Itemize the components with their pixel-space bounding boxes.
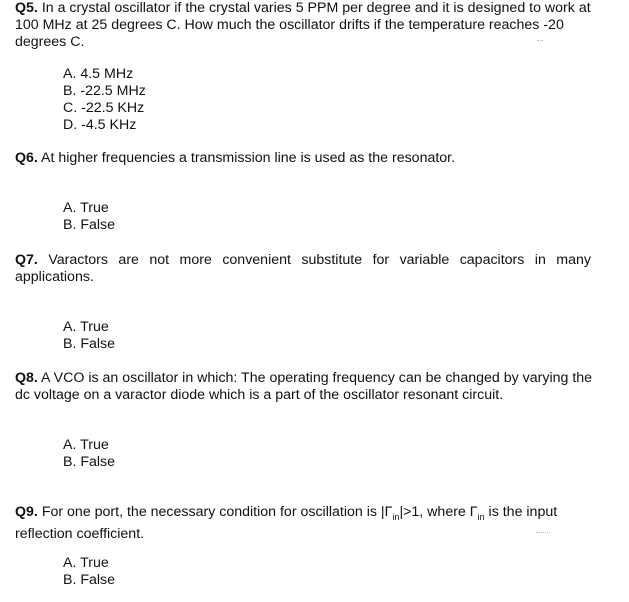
question-5-options — [63, 66, 146, 134]
option-a[interactable]: A. 4.5 MHz — [63, 66, 134, 82]
question-8-options — [63, 437, 115, 471]
question-7 — [15, 252, 591, 286]
option-a[interactable]: A. True — [63, 555, 109, 571]
scan-artifact — [536, 532, 550, 534]
question-text: A VCO is an oscillator in which: The operating frequency can be changed by varying the dc voltage on a varactor diode which is a part of the oscillator resonant circuit. — [15, 370, 593, 403]
subscript-in: in — [477, 511, 485, 522]
question-8 — [15, 370, 597, 404]
scan-artifact — [537, 40, 543, 42]
question-9-options — [63, 555, 115, 589]
question-6 — [15, 150, 600, 167]
question-number: Q9. — [15, 504, 38, 520]
option-a[interactable]: A. True — [63, 200, 109, 216]
question-text: At higher frequencies a transmission line is used as the resonator. — [37, 150, 456, 166]
question-number: Q5. — [15, 0, 38, 16]
question-text: In a crystal oscillator if the crystal varies 5 PPM per degree and it is designed to work at 100 MHz at 25 degrees C. How much the oscillator drifts if the temperature reaches -20 degrees C. — [15, 0, 591, 50]
question-text-part-3: is the input reflection coefficient. — [15, 504, 558, 542]
question-number: Q7. — [15, 252, 38, 268]
option-b[interactable]: B. False — [63, 454, 116, 470]
question-9 — [15, 504, 585, 543]
question-number: Q6. — [15, 150, 38, 166]
option-b[interactable]: B. False — [63, 217, 116, 233]
option-d[interactable]: D. -4.5 KHz — [63, 117, 137, 133]
question-7-options — [63, 319, 115, 353]
option-a[interactable]: A. True — [63, 437, 109, 453]
question-text-part-2: |>1, where Γ — [399, 504, 478, 520]
option-c[interactable]: C. -22.5 KHz — [63, 100, 145, 116]
question-5 — [15, 0, 600, 51]
question-6-options — [63, 200, 115, 234]
question-text-part-1: For one port, the necessary condition for oscillation is |Γ — [37, 504, 393, 520]
question-text: Varactors are not more convenient substitute for variable capacitors in many applications. — [15, 252, 591, 285]
option-a[interactable]: A. True — [63, 319, 109, 335]
option-b[interactable]: B. -22.5 MHz — [63, 83, 146, 99]
option-b[interactable]: B. False — [63, 336, 116, 352]
question-number: Q8. — [15, 370, 38, 386]
option-b[interactable]: B. False — [63, 572, 116, 588]
subscript-in: in — [392, 511, 400, 522]
